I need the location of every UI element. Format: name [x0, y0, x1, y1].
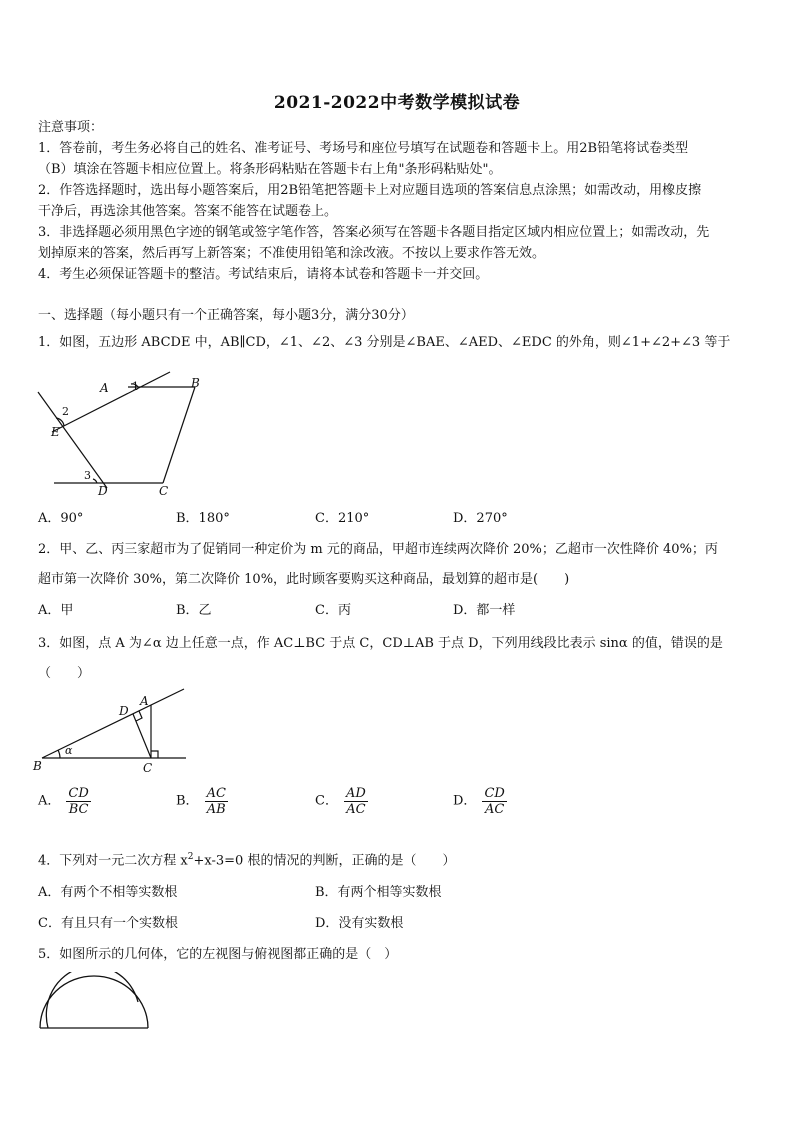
question-2-text: 超市第一次降价 30%，第二次降价 10%，此时顾客要购买这种商品，最划算的超市是( ): [38, 572, 570, 587]
question-4-text-pre: 4．下列对一元二次方程 x: [38, 853, 188, 869]
question-4-option-d[interactable]: D．没有实数根: [315, 916, 404, 931]
question-3-option-b[interactable]: [176, 786, 228, 817]
denominator: AB: [206, 802, 226, 817]
label-angle-3: 3: [84, 469, 91, 482]
fraction: [482, 786, 506, 817]
fraction: [205, 786, 228, 817]
question-1-option-d[interactable]: D．270°: [453, 511, 508, 526]
denominator: AC: [484, 802, 505, 817]
option-label: B．: [176, 793, 199, 809]
question-2-option-c[interactable]: C．丙: [315, 603, 351, 618]
question-5-text: 5．如图所示的几何体，它的左视图与俯视图都正确的是（ ）: [38, 947, 398, 962]
question-4-option-b[interactable]: B．有两个相等实数根: [315, 885, 442, 900]
label-alpha: α: [65, 744, 73, 757]
angle-3-arc: [93, 479, 97, 483]
option-label: D．: [453, 793, 477, 809]
option-label: C．: [315, 793, 338, 809]
numerator: CD: [68, 786, 89, 801]
notice-line: 3．非选择题必须用黑色字迹的钢笔或签字笔作答，答案必须写在答题卡各题目指定区域内相应位置上；如需改动，先: [38, 225, 710, 240]
fraction: [66, 786, 90, 817]
question-2-option-a[interactable]: A．甲: [38, 603, 74, 618]
fraction: [344, 786, 368, 817]
question-4-option-a[interactable]: A．有两个不相等实数根: [38, 885, 178, 900]
numerator: AD: [345, 786, 366, 801]
notice-line: 4．考生必须保证答题卡的整洁。考试结束后，请将本试卷和答题卡一并交回。: [38, 267, 489, 282]
question-4-text-post: +x-3=0 根的情况的判断，正确的是（ ）: [193, 853, 456, 869]
question-1-option-c[interactable]: C．210°: [315, 511, 370, 526]
question-1-option-a[interactable]: A．90°: [38, 511, 84, 526]
option-label: A．: [38, 793, 61, 809]
question-2-option-b[interactable]: B．乙: [176, 603, 212, 618]
label-angle-2: 2: [62, 405, 69, 418]
question-4-option-c[interactable]: C．有且只有一个实数根: [38, 916, 178, 931]
section-heading: 一、选择题（每小题只有一个正确答案，每小题3分，满分30分）: [38, 308, 414, 323]
label-b: B: [33, 759, 42, 773]
denominator: AC: [346, 802, 366, 817]
question-3-option-a[interactable]: [38, 786, 91, 817]
numerator: AC: [206, 786, 226, 801]
question-3-figure: [30, 686, 195, 778]
page-title: 2021-2022中考数学模拟试卷: [273, 93, 521, 113]
label-e: E: [51, 425, 60, 439]
label-a: A: [100, 381, 109, 395]
ray-ba: [42, 689, 184, 758]
label-b: B: [191, 376, 200, 390]
question-1-option-b[interactable]: B．180°: [176, 511, 230, 526]
notice-line: 划掉原来的答案，然后再写上新答案；不准使用铅笔和涂改液。不按以上要求作答无效。: [38, 246, 546, 261]
notice-line: 1．答卷前，考生务必将自己的姓名、准考证号、考场号和座位号填写在试题卷和答题卡上。用2B铅笔将试卷类型: [38, 141, 689, 156]
question-2-text: 2．甲、乙、丙三家超市为了促销同一种定价为 m 元的商品，甲超市连续两次降价 20%；乙超市一次性降价 40%；丙: [38, 542, 718, 557]
right-angle-c: [151, 751, 158, 758]
question-4-text: [38, 847, 760, 871]
notice-line: （B）填涂在答题卡相应位置上。将条形码粘贴在答题卡右上角"条形码粘贴处"。: [38, 162, 502, 177]
notice-line: 干净后，再选涂其他答案。答案不能答在试题卷上。: [38, 204, 338, 219]
line-ed-extended: [38, 392, 107, 488]
question-3-text: 3．如图，点 A 为∠α 边上任意一点，作 AC⊥BC 于点 C，CD⊥AB 于点 D，下列用线段比表示 sinα 的值，错误的是: [38, 636, 723, 651]
question-2-option-d[interactable]: D．都一样: [453, 603, 516, 618]
question-1-figure: [30, 370, 210, 502]
question-3-option-d[interactable]: [453, 786, 507, 817]
notice-heading: 注意事项：: [38, 120, 104, 135]
label-c: C: [143, 761, 153, 775]
line-ea-extended: [52, 372, 170, 432]
label-a: A: [140, 694, 149, 708]
notice-line: 2．作答选择题时，选出每小题答案后，用2B铅笔把答题卡上对应题目选项的答案信息点涂黑；如需改动，用橡皮擦: [38, 183, 702, 198]
numerator: CD: [484, 786, 505, 801]
question-3-option-c[interactable]: [315, 786, 368, 817]
question-3-text: （ ）: [38, 666, 91, 681]
question-1-text: 1．如图，五边形 ABCDE 中，AB∥CD，∠1、∠2、∠3 分别是∠BAE、∠AED、∠EDC 的外角，则∠1+∠2+∠3 等于: [38, 335, 731, 350]
denominator: BC: [68, 802, 89, 817]
label-d: D: [119, 704, 129, 718]
angle-alpha-arc: [58, 750, 60, 758]
segment-bc: [163, 387, 195, 483]
segment-cd: [133, 714, 151, 758]
label-c: C: [159, 484, 169, 498]
question-5-figure: [34, 972, 156, 1034]
inner-curve: [46, 972, 138, 1028]
label-angle-1: 1: [132, 380, 139, 393]
exponent: 2: [187, 852, 194, 862]
label-d: D: [98, 484, 108, 498]
